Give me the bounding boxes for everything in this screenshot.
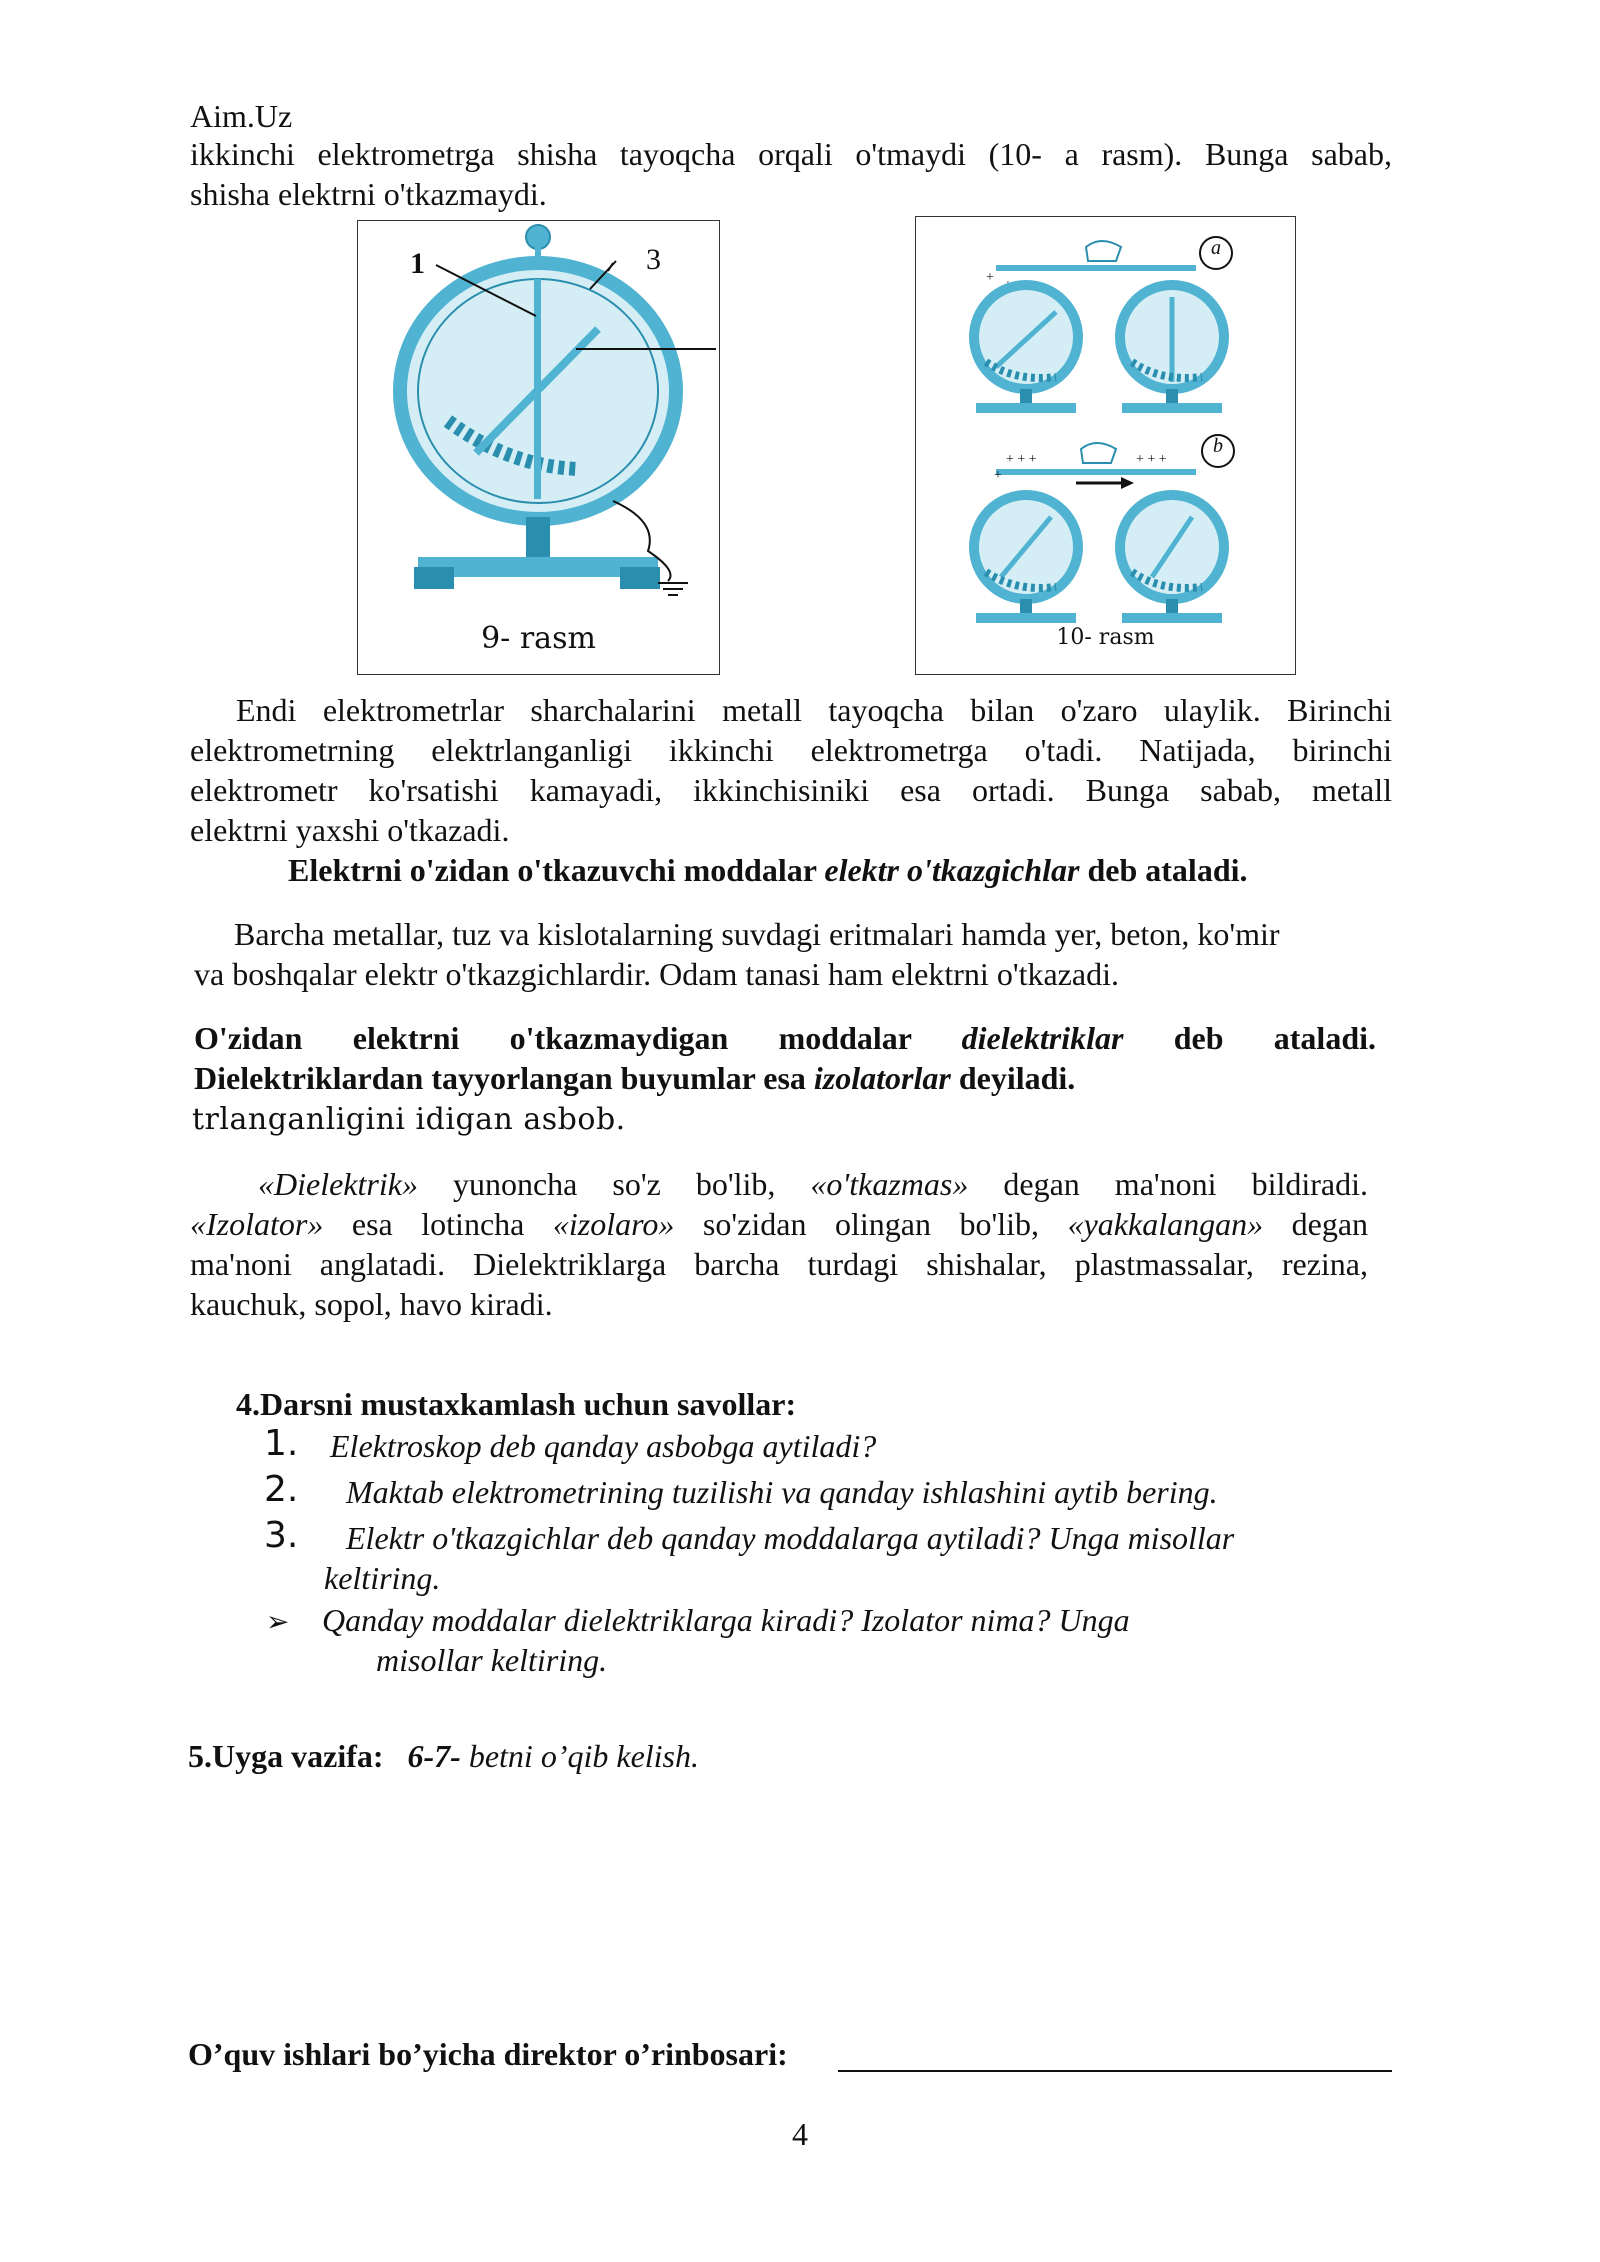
etymology-line-2: «Izolator» esa lotincha «izolaro» so'zidan olingan bo'lib, «yakkalangan» degan [190,1206,1369,1242]
question-3-continuation: keltiring. [324,1560,441,1596]
question-3-number: 3. [264,1515,299,1556]
bullet-question-continuation: misollar keltiring. [376,1642,608,1678]
arrow-bullet-icon: ➢ [266,1605,290,1638]
definition-dielectrics: O'zidan elektrni o'tkazmaydigan moddalar dielektriklar deb ataladi. [194,1020,1376,1056]
figure-10-label-b: b [1213,435,1223,457]
intro-line-1: ikkinchi elektrometrga shisha tayoqcha orqali o'tmaydi (10- a rasm). Bunga sabab, [190,136,1392,172]
definition-insulators: Dielektriklardan tayyorlangan buyumlar esa izolatorlar deyiladi. [194,1060,1076,1096]
para1-line-2: elektrometrning elektrlanganligi ikkinchi elektrometrga o'tadi. Natijada, birinchi [190,732,1392,768]
etymology-line-3: ma'noni anglatadi. Dielektriklarga barcha turdagi shishalar, plastmassalar, rezina, [190,1246,1368,1282]
para1-line-1: Endi elektrometrlar sharchalarini metall tayoqcha bilan o'zaro ulaylik. Birinchi [236,692,1392,728]
signature-line [838,2042,1392,2072]
etymology-line-1: «Dielektrik» yunoncha so'z bo'lib, «o'tkazmas» degan ma'noni bildiradi. [258,1166,1369,1202]
svg-text:+ + +: + + + [1006,452,1037,467]
site-header: Aim.Uz [190,98,293,134]
question-3-text: Elektr o'tkazgichlar deb qanday moddalarga aytiladi? Unga misollar [346,1520,1235,1556]
figure-10 [915,216,1296,675]
etymology-line-4: kauchuk, sopol, havo kiradi. [190,1286,553,1322]
question-1-number: 1. [264,1423,299,1464]
para1-line-4: elektrni yaxshi o'tkazadi. [190,812,510,848]
definition-conductors: Elektrni o'zidan o'tkazuvchi moddalar elektr o'tkazgichlar deb ataladi. [288,852,1248,888]
questions-heading: 4.Darsni mustaxkamlash uchun savollar: [236,1386,797,1422]
figure-9 [357,220,720,675]
para1-line-3: elektrometr ko'rsatishi kamayadi, ikkinchisiniki esa ortadi. Bunga sabab, metall [190,772,1392,808]
electrometer-illustration [358,221,719,674]
signature-label: O’quv ishlari bo’yicha direktor o’rinbosari: [188,2036,788,2072]
svg-text:+: + [994,468,1002,483]
svg-text:+: + [986,270,994,285]
two-electrometers-illustration [916,217,1295,674]
intro-line-2: shisha elektrni o'tkazmaydi. [190,176,547,212]
question-1-text: Elektroskop deb qanday asbobga aytiladi? [330,1428,877,1464]
para2-line-1: Barcha metallar, tuz va kislotalarning suvdagi eritmalari hamda yer, beton, ko'mir [234,916,1280,952]
question-2-text: Maktab elektrometrining tuzilishi va qanday ishlashini aytib bering. [346,1474,1218,1510]
figure-10-caption: 10- rasm [1056,625,1155,650]
bullet-question-text: Qanday moddalar dielektriklarga kiradi? Izolator nima? Unga [322,1602,1130,1638]
homework: 5.Uyga vazifa: 6-7- betni o’qib kelish. [188,1738,699,1774]
fragment-text: trlanganligini idigan asbob. [192,1102,626,1137]
figure-9-label-3: 3 [646,243,661,276]
figure-10-label-a: a [1211,237,1221,259]
page-number: 4 [792,2116,808,2152]
question-2-number: 2. [264,1469,299,1510]
figure-9-label-1: 1 [410,247,425,280]
svg-text:+ + +: + + + [1136,452,1167,467]
para2-line-2: va boshqalar elektr o'tkazgichlardir. Odam tanasi ham elektrni o'tkazadi. [194,956,1119,992]
figure-9-caption: 9- rasm [481,621,596,656]
